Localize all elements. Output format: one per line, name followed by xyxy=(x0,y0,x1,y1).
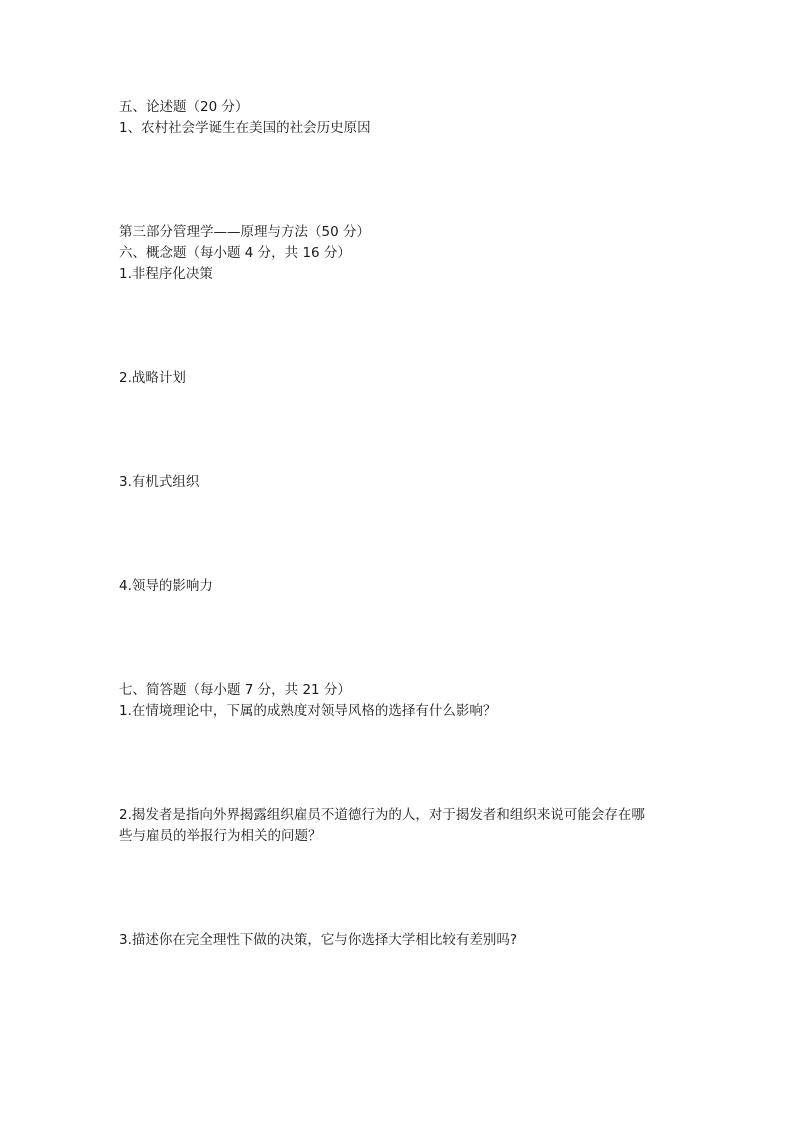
section-7-question-2-line-2: 些与雇员的举报行为相关的问题？ xyxy=(119,828,322,844)
section-7-question-1: 1.在情境理论中，下属的成熟度对领导风格的选择有什么影响？ xyxy=(119,703,497,719)
section-6-item-3: 3.有机式组织 xyxy=(119,474,200,490)
section-7-question-2-line-1: 2.揭发者是指向外界揭露组织雇员不道德行为的人，对于揭发者和组织来说可能会存在哪 xyxy=(119,807,645,823)
part-3-title: 第三部分管理学——原理与方法（50 分） xyxy=(119,224,370,240)
section-6-item-1: 1.非程序化决策 xyxy=(119,266,213,282)
section-5-heading: 五、论述题（20 分） xyxy=(119,99,249,115)
section-6-item-2: 2.战略计划 xyxy=(119,370,186,386)
section-6-heading: 六、概念题（每小题 4 分，共 16 分） xyxy=(119,245,351,261)
section-6-item-4: 4.领导的影响力 xyxy=(119,578,213,594)
section-7-heading: 七、简答题（每小题 7 分，共 21 分） xyxy=(119,682,351,698)
section-7-question-3: 3.描述你在完全理性下做的决策，它与你选择大学相比较有差别吗? xyxy=(119,932,518,948)
section-5-question-1: 1、农村社会学诞生在美国的社会历史原因 xyxy=(119,120,371,136)
